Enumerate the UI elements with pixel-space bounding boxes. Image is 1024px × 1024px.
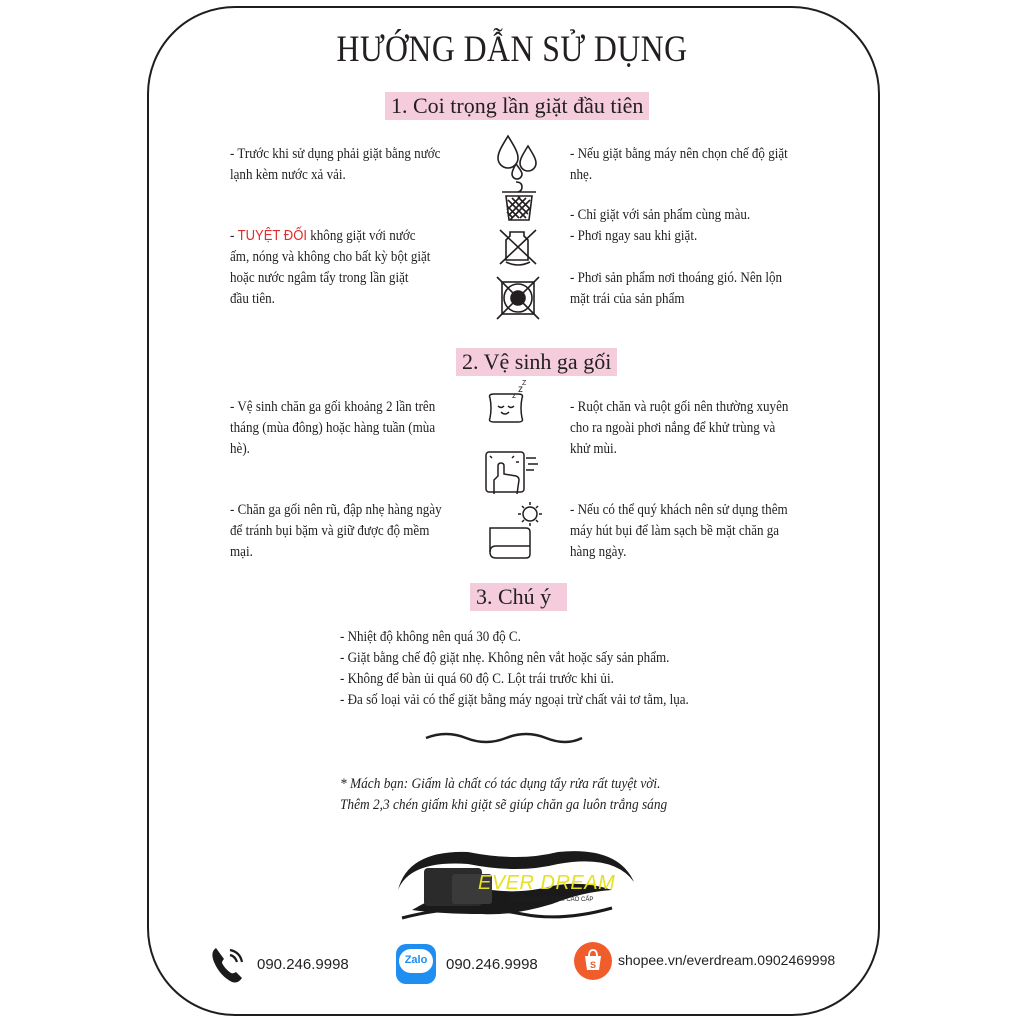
blanket-sun-icon [486,500,548,560]
section1-left-2-prefix: - [230,228,238,244]
section1-left-2-rest: không giặt với nước ấm, nóng và không cho bất kỳ bột giặt hoặc nước ngâm tẩy trong lần giặt đầu tiên. [230,228,431,307]
zalo-number[interactable]: 090.246.9998 [446,956,538,973]
section1-right-3: - Phơi sản phẩm nơi thoáng gió. Nên lộn mặt trái của sản phẩm [570,270,783,307]
shopee-icon [574,942,612,980]
water-drops-icon [494,132,544,180]
section2-heading: 2. Vệ sinh ga gối [456,348,617,376]
section1-left-2-highlight: TUYỆT ĐỐI [237,228,307,244]
section2-right-2: - Nếu có thể quý khách nên sử dụng thêm máy hút bụi để làm sạch bề mặt chăn ga hàng ngày. [570,502,788,560]
section2-left-1: - Vệ sinh chăn ga gối khoảng 2 lần trên tháng (mùa đông) hoặc hàng tuần (mùa hè). [230,399,436,457]
section1-heading: 1. Coi trọng lần giặt đầu tiên [385,92,649,120]
sleeping-pillow-icon [484,380,536,432]
section3-item-2: - Giặt bằng chế độ giặt nhẹ. Không nên vắt hoặc sấy sản phẩm. [340,650,670,666]
ever-dream-logo [392,830,642,930]
wave-divider [424,728,584,753]
no-bleach-icon [496,226,540,268]
section3-item-3: - Không để bàn ủi quá 60 độ C. Lột trái trước khi ủi. [340,671,614,687]
phone-icon [208,944,248,984]
svg-text:z: z [512,391,516,400]
section1-right-1: - Nếu giặt bằng máy nên chọn chế độ giặt nhẹ. [570,146,788,183]
section2-left-2: - Chăn ga gối nên rũ, đập nhẹ hàng ngày để tránh bụi bặm và giữ được độ mềm mại. [230,502,442,560]
section3-list [340,627,760,711]
svg-text:S: S [589,960,597,970]
zalo-icon [396,944,436,984]
zalo-label: Zalo [404,954,428,966]
hand-cleaning-icon [484,448,540,500]
tip-note: * Mách bạn: Giấm là chất có tác dụng tẩy rửa rất tuyệt vời. Thêm 2,3 chén giấm khi giặt sẽ giúp chăn ga luôn trắng sáng [340,776,668,813]
page-title: HƯỚNG DẪN SỬ DỤNG [336,29,688,70]
section3-item-1: - Nhiệt độ không nên quá 30 độ C. [340,629,521,645]
section1-right-2: - Chỉ giặt với sản phẩm cùng màu. - Phơi ngay sau khi giặt. [570,207,751,244]
logo-tagline: CHĂN GA GỐI ĐỆM CAO CẤP [510,897,594,903]
svg-text:Z: Z [522,380,527,387]
hanging-basket-icon [496,180,542,224]
svg-text:z: z [518,384,523,395]
phone-number[interactable]: 090.246.9998 [257,956,349,973]
section1-left-2 [230,226,464,310]
no-tumble-dry-icon [494,274,542,322]
logo-brand-text: EVER DREAM [478,872,616,894]
shopee-link[interactable]: shopee.vn/everdream.0902469998 [618,952,836,968]
section3-heading: 3. Chú ý [470,583,567,611]
section2-right-1: - Ruột chăn và ruột gối nên thường xuyên cho ra ngoài phơi nắng để khử trùng và khử mùi. [570,399,789,457]
section1-left-1: - Trước khi sử dụng phải giặt bằng nước lạnh kèm nước xả vải. [230,146,441,183]
section3-item-4: - Đa số loại vải có thể giặt bằng máy ngoại trừ chất vải tơ tằm, lụa. [340,692,689,708]
